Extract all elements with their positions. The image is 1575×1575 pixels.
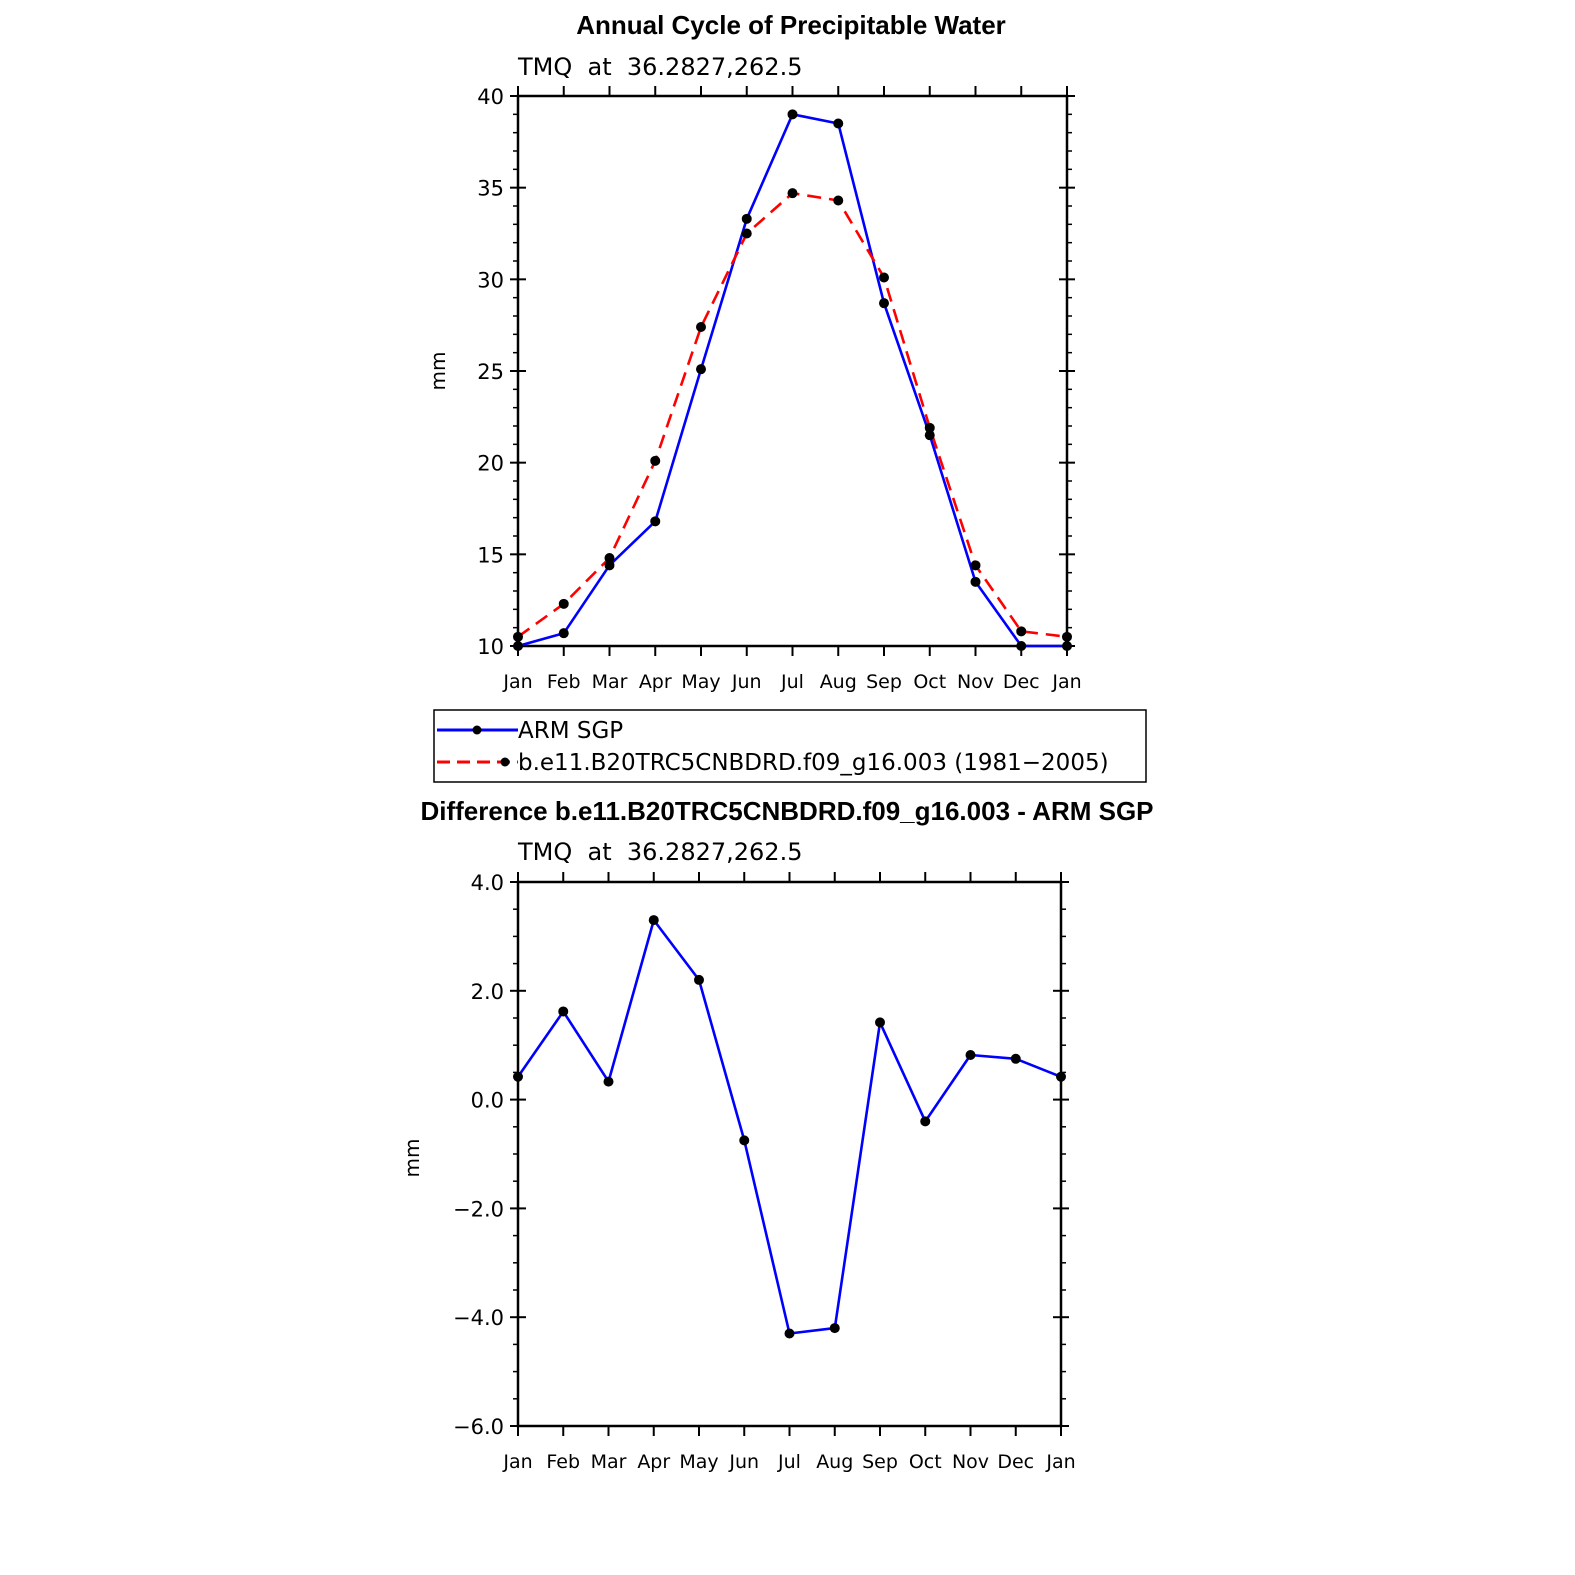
data-point <box>833 119 843 129</box>
x-tick-label: Jul <box>778 1451 801 1473</box>
x-tick-label: Aug <box>819 671 857 693</box>
data-point <box>649 915 659 925</box>
x-tick-label: Nov <box>951 1451 990 1473</box>
data-point <box>971 560 981 570</box>
plot-axes <box>453 871 1076 1473</box>
data-point <box>558 1006 568 1016</box>
legend-marker-arm-sgp <box>473 726 482 735</box>
series-line-primary <box>518 920 1061 1333</box>
x-tick-label: May <box>679 1451 719 1473</box>
data-point <box>785 1329 795 1339</box>
series-layer <box>513 109 1072 651</box>
data-point <box>1016 626 1026 636</box>
x-tick-label: May <box>681 671 721 693</box>
y-tick-label: 10 <box>477 635 504 659</box>
y-tick-label: 4.0 <box>470 871 504 895</box>
y-tick-label: −6.0 <box>453 1415 504 1439</box>
data-point <box>513 632 523 642</box>
data-point <box>559 628 569 638</box>
x-tick-label: Apr <box>638 671 672 693</box>
data-point <box>1011 1054 1021 1064</box>
data-point <box>971 577 981 587</box>
legend <box>434 710 1146 782</box>
y-tick-label: −4.0 <box>453 1306 504 1331</box>
y-tick-label: 30 <box>477 268 504 293</box>
chart-subtitle: TMQ at 36.2827,262.5 <box>518 53 803 81</box>
y-tick-label: 15 <box>477 543 504 568</box>
data-point <box>788 188 798 198</box>
y-tick-label: 40 <box>477 85 504 109</box>
data-point <box>1062 641 1072 651</box>
y-tick-label: 35 <box>477 176 504 201</box>
x-tick-label: Feb <box>546 1451 581 1473</box>
data-point <box>879 298 889 308</box>
precipitable-water-chart <box>426 10 1082 693</box>
difference-chart <box>400 796 1154 1473</box>
chart-title: Difference b.e11.B20TRC5CNBDRD.f09_g16.003 - ARM SGP <box>420 796 1154 826</box>
data-point <box>1062 632 1072 642</box>
series-line-secondary <box>518 193 1067 637</box>
data-point <box>1056 1072 1066 1082</box>
data-point <box>650 456 660 466</box>
data-point <box>513 1072 523 1082</box>
x-tick-label: Dec <box>1002 671 1040 693</box>
x-tick-label: Oct <box>913 671 947 693</box>
legend-label-arm-sgp: ARM SGP <box>518 718 624 744</box>
y-axis-label: mm <box>426 351 450 391</box>
x-tick-label: Jan <box>1046 1451 1076 1473</box>
data-point <box>830 1323 840 1333</box>
y-axis-label: mm <box>400 1138 424 1178</box>
data-point <box>650 516 660 526</box>
y-tick-label: 0.0 <box>470 1088 504 1113</box>
chart-subtitle: TMQ at 36.2827,262.5 <box>518 838 803 866</box>
x-tick-label: Apr <box>637 1451 671 1473</box>
y-tick-label: −2.0 <box>453 1197 504 1222</box>
data-point <box>559 599 569 609</box>
data-point <box>513 641 523 651</box>
plot-frame <box>518 96 1067 646</box>
data-point <box>742 229 752 239</box>
x-tick-label: Oct <box>908 1451 942 1473</box>
x-tick-label: Jul <box>781 671 804 693</box>
chart-title: Annual Cycle of Precipitable Water <box>576 10 1006 40</box>
data-point <box>742 214 752 224</box>
x-tick-label: Dec <box>997 1451 1035 1473</box>
data-point <box>604 1077 614 1087</box>
data-point <box>694 975 704 985</box>
data-point <box>920 1116 930 1126</box>
x-tick-label: Sep <box>862 1451 898 1473</box>
x-tick-label: Mar <box>591 671 628 693</box>
x-tick-label: Jan <box>503 1451 533 1473</box>
data-point <box>788 109 798 119</box>
x-tick-label: Sep <box>866 671 902 693</box>
data-point <box>833 196 843 206</box>
y-tick-label: 20 <box>477 451 504 476</box>
data-point <box>879 273 889 283</box>
data-point <box>966 1050 976 1060</box>
x-tick-label: Aug <box>816 1451 854 1473</box>
data-point <box>925 423 935 433</box>
x-tick-label: Feb <box>546 671 581 693</box>
data-point <box>696 364 706 374</box>
data-point <box>1016 641 1026 651</box>
x-tick-label: Jun <box>729 1451 760 1473</box>
x-tick-label: Jun <box>731 671 762 693</box>
legend-label-model: b.e11.B20TRC5CNBDRD.f09_g16.003 (1981−2005) <box>518 750 1109 776</box>
x-tick-label: Mar <box>590 1451 627 1473</box>
plot-frame <box>518 882 1061 1426</box>
legend-marker-model <box>501 758 510 767</box>
y-tick-label: 25 <box>477 360 504 384</box>
data-point <box>739 1135 749 1145</box>
series-layer <box>513 915 1066 1338</box>
data-point <box>875 1017 885 1027</box>
x-tick-label: Jan <box>1052 671 1082 693</box>
y-tick-label: 2.0 <box>470 979 504 1004</box>
x-tick-label: Nov <box>956 671 995 693</box>
x-tick-label: Jan <box>503 671 533 693</box>
data-point <box>696 322 706 332</box>
data-point <box>605 553 615 563</box>
